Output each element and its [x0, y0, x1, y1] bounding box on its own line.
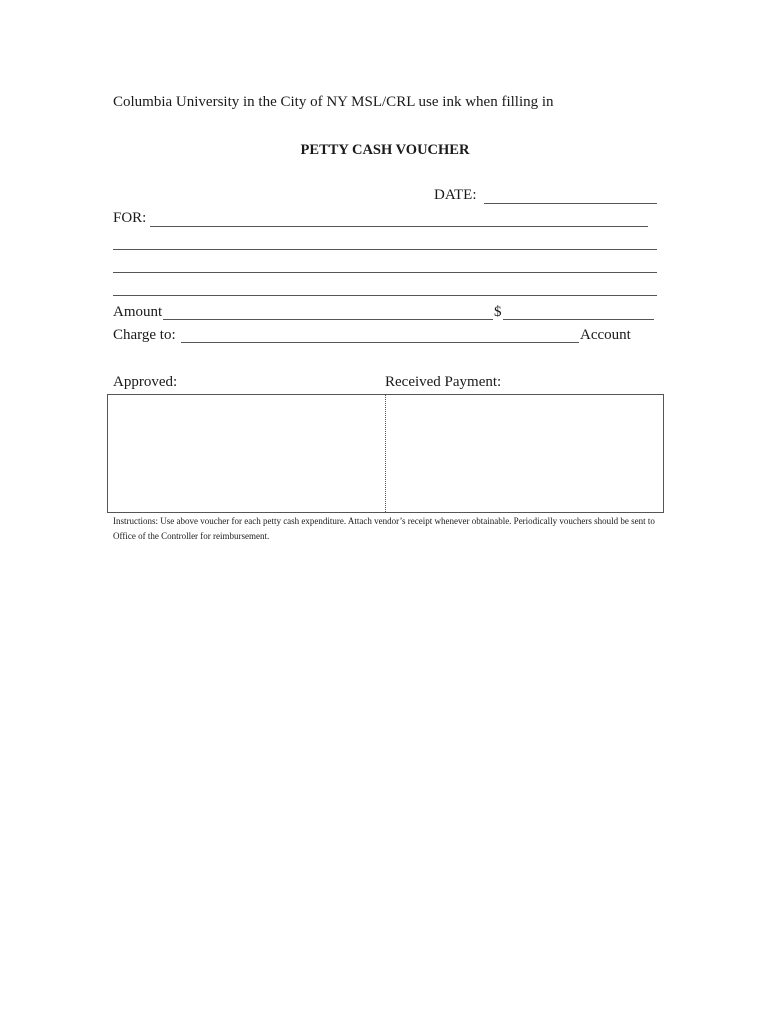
page-title: PETTY CASH VOUCHER	[300, 142, 470, 158]
date-label: DATE:	[434, 187, 477, 203]
for-field-line[interactable]	[150, 226, 648, 227]
amount-field-line[interactable]	[163, 319, 493, 320]
for-field-line-4[interactable]	[113, 295, 657, 296]
received-payment-signature-area[interactable]	[386, 395, 663, 512]
charge-to-field-line[interactable]	[181, 342, 579, 343]
dollar-sign: $	[494, 304, 502, 320]
signature-box	[107, 394, 664, 513]
institution-header: Columbia University in the City of NY MSL/CRL use ink when filling in	[113, 94, 554, 110]
amount-label: Amount	[113, 304, 163, 320]
for-label: FOR:	[113, 210, 147, 226]
approved-label: Approved:	[113, 374, 178, 390]
instructions-text: Instructions: Use above voucher for each petty cash expenditure. Attach vendor’s receipt whenever obtainable. Periodically vouchers should be sent to Office of the Controller for reimbursement.	[113, 516, 655, 541]
date-field-line[interactable]	[484, 203, 657, 204]
for-field-line-3[interactable]	[113, 272, 657, 273]
approved-signature-area[interactable]	[108, 395, 385, 512]
received-payment-label: Received Payment:	[385, 374, 502, 390]
charge-to-label: Charge to:	[113, 327, 176, 343]
account-label: Account	[580, 327, 631, 343]
dollar-amount-field-line[interactable]	[503, 319, 654, 320]
for-field-line-2[interactable]	[113, 249, 657, 250]
